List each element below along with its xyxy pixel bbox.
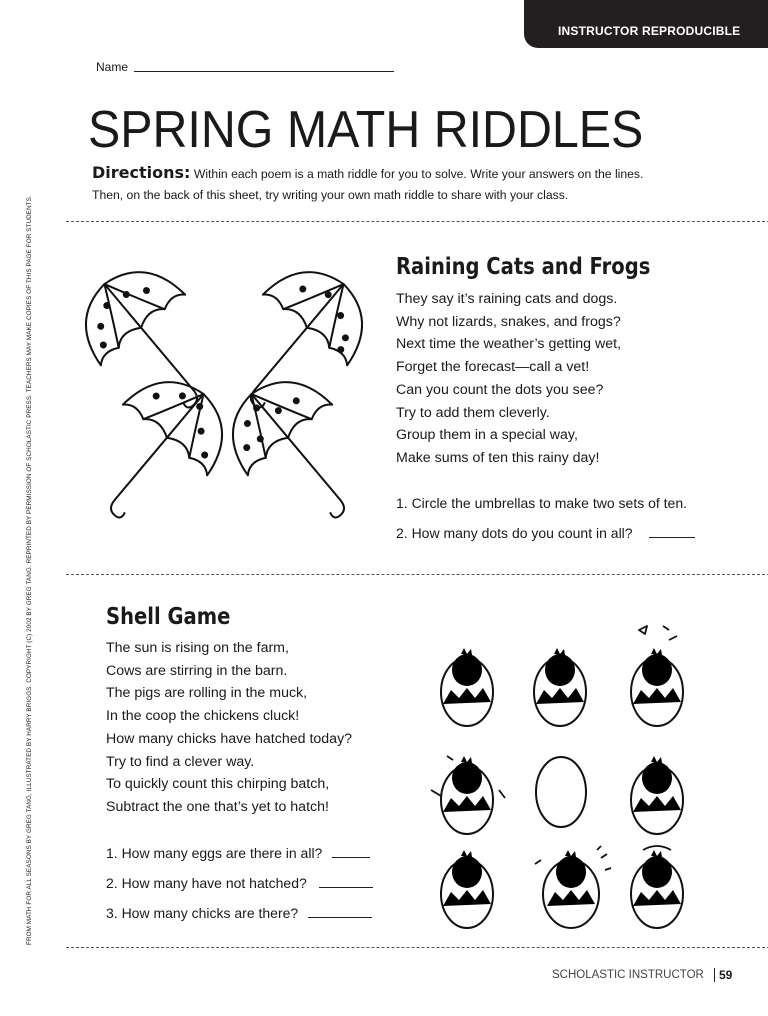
poem-line: Try to find a clever way.: [106, 753, 255, 770]
umbrella-icon: [205, 249, 386, 435]
poem-line: Can you count the dots you see?: [396, 381, 604, 398]
poem-line: Subtract the one that’s yet to hatch!: [106, 798, 329, 815]
umbrella-illustration: [80, 265, 370, 525]
directions-label: Directions:: [92, 163, 191, 182]
poem-line: Next time the weather’s getting wet,: [396, 336, 622, 353]
section1-question-2: [396, 525, 695, 541]
egg-with-chick-icon: [431, 756, 505, 834]
section1-poem: [396, 288, 621, 470]
section1-heading: Raining Cats and Frogs: [396, 254, 651, 280]
eggs-illustration: [425, 612, 695, 942]
section2-heading: Shell Game: [106, 604, 231, 630]
instructor-reproducible-tab: [524, 0, 768, 48]
answer-line[interactable]: [649, 536, 695, 538]
answer-line[interactable]: [332, 856, 370, 858]
poem-line: To quickly count this chirping batch,: [106, 776, 330, 793]
section2-question-3: [106, 905, 372, 921]
poem-line: How many chicks have hatched today?: [106, 730, 353, 747]
egg-with-chick-icon: [631, 756, 683, 834]
page-title: SPRING MATH RIDDLES: [88, 101, 644, 159]
egg-with-chick-icon: [631, 846, 683, 928]
directions-line-1: Within each poem is a math riddle for you to solve. Write your answers on the lines.: [193, 167, 644, 181]
egg-with-chick-icon: [534, 648, 586, 726]
section1-question-1: 1. Circle the umbrellas to make two sets of ten.: [396, 495, 688, 511]
section2-question-1: [106, 845, 370, 861]
answer-line[interactable]: [308, 916, 372, 918]
name-field-line[interactable]: [134, 71, 394, 72]
egg-with-chick-icon: [535, 846, 611, 928]
section2-poem: [106, 637, 352, 819]
poem-line: Cows are stirring in the barn.: [106, 662, 288, 679]
question-text: 2. How many have not hatched?: [106, 875, 307, 891]
poem-line: Try to add them cleverly.: [396, 404, 550, 421]
question-text: 3. How many chicks are there?: [106, 905, 299, 921]
question-text: 2. How many dots do you count in all?: [396, 525, 633, 541]
umbrella-icon: [65, 359, 246, 545]
egg-with-chick-icon: [441, 648, 493, 726]
poem-line: In the coop the chickens cluck!: [106, 708, 300, 725]
poem-line: Forget the forecast—call a vet!: [396, 359, 590, 376]
poem-line: Group them in a special way,: [396, 427, 578, 444]
divider-middle: [66, 574, 768, 575]
directions-line-2: Then, on the back of this sheet, try writing your own math riddle to share with your class.: [92, 188, 569, 202]
question-text: 1. How many eggs are there in all?: [106, 845, 323, 861]
footer-publication: SCHOLASTIC INSTRUCTOR: [552, 969, 704, 981]
umbrella-icon: [62, 249, 243, 435]
page-number: 59: [714, 968, 732, 982]
poem-line: Why not lizards, snakes, and frogs?: [396, 313, 621, 330]
poem-line: They say it’s raining cats and dogs.: [396, 291, 618, 307]
poem-line: The pigs are rolling in the muck,: [106, 685, 308, 702]
egg-with-chick-icon: [631, 626, 683, 726]
answer-line[interactable]: [319, 886, 373, 888]
section2-question-2: [106, 875, 373, 891]
poem-line: Make sums of ten this rainy day!: [396, 449, 600, 466]
divider-bottom: [66, 947, 768, 948]
divider-top: [66, 221, 768, 222]
poem-line: The sun is rising on the farm,: [106, 640, 289, 656]
unhatched-egg-icon: [536, 757, 586, 827]
tab-label: INSTRUCTOR REPRODUCIBLE: [558, 24, 741, 38]
sidebar-credit: FROM MATH FOR ALL SEASONS BY GREG TANG, ILLUSTRATED BY HARRY BRIGGS. COPYRIGHT (C) 2002 BY GREG TANG. REPRINTED BY PERMISSION OF SCHOLASTIC PRESS. TEACHERS MAY MAKE COPIES OF THIS PAGE FOR STUDENTS.: [26, 195, 33, 945]
umbrella-icon: [209, 359, 390, 545]
egg-with-chick-icon: [441, 850, 493, 928]
name-label: Name: [96, 60, 129, 74]
directions: [92, 162, 692, 206]
